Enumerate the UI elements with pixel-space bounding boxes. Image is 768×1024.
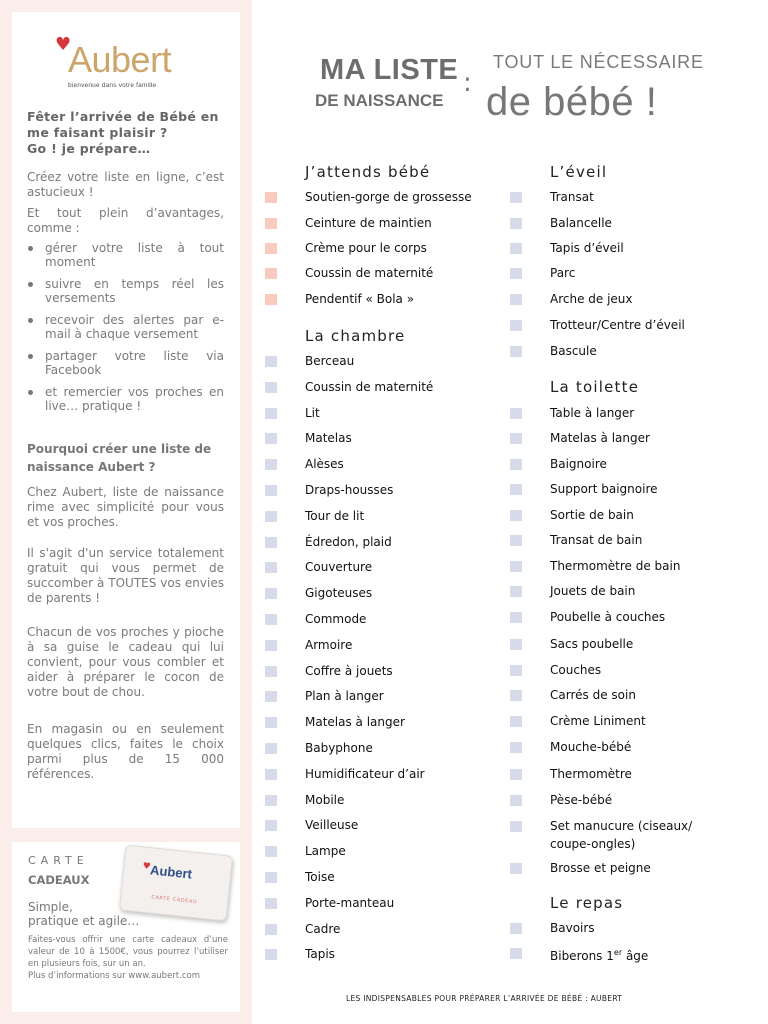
checklist-item-label: Tapis [305,947,335,961]
gift-card-tagline-2: pratique et agile… [28,914,140,928]
advantages-intro: Et tout plein d’avantages, comme : [27,206,224,235]
checklist-item-label: Coussin de maternité [305,380,434,394]
checkbox[interactable] [265,640,277,651]
checkbox[interactable] [265,588,277,599]
checklist-item-label: Trotteur/Centre d’éveil [550,318,685,332]
intro-title-line: Fêter l’arrivée de Bébé en me faisant plaisir ? [27,109,219,140]
checklist-item-label: Toise [305,870,335,884]
checklist-item-label: Transat [550,190,594,204]
checklist-item-label: Veilleuse [305,818,359,832]
checklist-item-label: Gigoteuses [305,586,373,600]
checklist-item-label: Soutien-gorge de grossesse [305,190,472,204]
checklist-item-label: Sortie de bain [550,508,634,522]
checkbox[interactable] [510,863,522,874]
checklist-item-label: Couverture [305,560,373,574]
checklist-item-label: Cadre [305,922,341,936]
checklist-item-label: Plan à langer [305,689,384,703]
checkbox[interactable] [510,716,522,727]
checklist-item-label: Biberons 1er âge [550,948,649,963]
checklist-item-label: Transat de bain [550,533,643,547]
checklist-item-label: Crème pour le corps [305,241,427,255]
checkbox[interactable] [510,612,522,623]
checkbox[interactable] [510,268,522,279]
checkbox[interactable] [510,192,522,203]
intro-title [27,109,227,157]
checklist-item-label: Parc [550,266,576,280]
checklist-item-label: Coffre à jouets [305,664,393,678]
checklist-item-label: Jouets de bain [550,584,636,598]
checkbox[interactable] [510,484,522,495]
checklist-item-label: Draps-housses [305,483,394,497]
checkbox[interactable] [265,898,277,909]
list-item: recevoir des alertes par e-mail à chaque versement [27,313,224,341]
checklist-item-label: Lit [305,406,320,420]
checklist-item-label: Thermomètre [550,767,632,781]
brand-tagline: bienvenue dans votre famille [68,82,157,89]
brand-logo [55,36,205,96]
checkbox[interactable] [265,537,277,548]
checkbox[interactable] [265,795,277,806]
why-paragraph-4: En magasin ou en seulement quelques clics, faites le choix parmi plus de 15 000 références. [27,722,224,781]
checkbox[interactable] [510,243,522,254]
checklist-item-label: Baignoire [550,457,607,471]
checklist-item-label: Matelas [305,431,352,445]
checkbox[interactable] [265,408,277,419]
checklist-item-label: Armoire [305,638,353,652]
checklist-item-label: Matelas à langer [550,431,650,445]
bullet-icon [28,318,33,323]
checkbox[interactable] [510,346,522,357]
checklist-item-label: Porte-manteau [305,896,395,910]
checklist-item-label: Balancelle [550,216,612,230]
checklist-item-label: Arche de jeux [550,292,633,306]
checkbox[interactable] [265,218,277,229]
checkbox[interactable] [510,639,522,650]
why-title: Pourquoi créer une liste de naissance Aubert ? [27,442,212,474]
page-title: MA LISTE [320,54,459,86]
checkbox[interactable] [265,924,277,935]
checkbox[interactable] [510,218,522,229]
checklist-item-label: Thermomètre de bain [550,559,681,573]
checklist-item-label: Alèses [305,457,344,471]
checkbox[interactable] [510,665,522,676]
checklist-item-label: coupe-ongles) [550,837,636,851]
list-item: suivre en temps réel les versements [27,277,224,305]
gift-card-text: CARTE CADEAU [151,894,198,906]
checkbox[interactable] [510,510,522,521]
page-subtitle-large: de bébé ! [486,80,658,124]
checkbox[interactable] [510,561,522,572]
checklist-item-label: Set manucure (ciseaux/ [550,819,693,833]
page-subtitle: TOUT LE NÉCESSAIRE [493,52,704,72]
gift-card-label-2: CADEAUX [28,873,90,887]
section-title-toilette: La toilette [550,378,640,396]
checklist-item-label: Support baignoire [550,482,658,496]
heart-icon: ♥ [55,34,72,55]
checkbox[interactable] [510,948,522,959]
checkbox[interactable] [265,192,277,203]
checklist-item-label: Poubelle à couches [550,610,666,624]
checkbox[interactable] [265,356,277,367]
bullet-icon [28,354,33,359]
checkbox[interactable] [510,535,522,546]
checkbox[interactable] [265,743,277,754]
checkbox[interactable] [510,294,522,305]
bullet-icon [28,246,33,251]
list-item: et remercier vos proches en live… pratique ! [27,385,224,413]
checkbox[interactable] [265,666,277,677]
checklist-item-label: Matelas à langer [305,715,405,729]
checklist-item-label: Brosse et peigne [550,861,651,875]
bullet-icon [28,390,33,395]
checkbox[interactable] [510,795,522,806]
checklist-item-label: Coussin de maternité [305,266,434,280]
page-footer: LES INDISPENSABLES POUR PRÉPARER L’ARRIVÉE DE BÉBÉ : AUBERT [346,994,623,1003]
why-paragraph-2: Il s'agit d'un service totalement gratuit qui vous permet de succomber à TOUTES vos envies de parents ! [27,546,224,605]
intro-panel [12,12,240,828]
checklist-item-label: Édredon, plaid [305,535,392,549]
brand-name: Aubert [68,39,172,80]
checklist-item-label: Pendentif « Bola » [305,292,415,306]
checklist-item-label: Mouche-bébé [550,740,632,754]
section-title-repas: Le repas [550,894,624,912]
checklist-item-label: Babyphone [305,741,373,755]
checkbox[interactable] [265,949,277,960]
checkbox[interactable] [510,586,522,597]
page-title-sub: DE NAISSANCE [315,91,444,110]
checklist-item-label: Crème Liniment [550,714,646,728]
gift-card-more-info: Plus d’informations sur www.aubert.com [28,971,200,981]
checklist-item-label: Ceinture de maintien [305,216,432,230]
checklist-item-label: Tour de lit [305,509,365,523]
checkbox[interactable] [265,614,277,625]
checklist-item-label: Sacs poubelle [550,637,634,651]
checkbox[interactable] [510,433,522,444]
checklist-item-label: Commode [305,612,367,626]
checklist-item-label: Table à langer [550,406,635,420]
checkbox[interactable] [265,562,277,573]
checkbox[interactable] [265,268,277,279]
checkbox[interactable] [510,742,522,753]
checkbox[interactable] [265,820,277,831]
gift-card-image [119,845,233,922]
checkbox[interactable] [510,690,522,701]
checkbox[interactable] [510,923,522,934]
checkbox[interactable] [265,717,277,728]
checklist-item-label: Tapis d’éveil [550,241,624,255]
checkbox[interactable] [265,294,277,305]
section-title-chambre: La chambre [305,327,406,345]
intro-paragraph: Créez votre liste en ligne, c’est astucieux ! [27,170,224,199]
gift-card-tagline-1: Simple, [28,900,73,914]
gift-card-description: Faites-vous offrir une carte cadeaux d’une valeur de 10 à 1500€, vous pourrez l’utiliser en plusieurs fois, sur un an. [28,935,228,969]
checkbox[interactable] [510,821,522,832]
checkbox[interactable] [265,485,277,496]
checkbox[interactable] [265,433,277,444]
checkbox[interactable] [265,459,277,470]
checklist-item-label: Bavoirs [550,921,595,935]
checkbox[interactable] [265,846,277,857]
checkbox[interactable] [265,872,277,883]
title-separator: : [463,68,472,98]
checklist-item-label: Couches [550,663,602,677]
checkbox[interactable] [265,691,277,702]
checkbox[interactable] [510,459,522,470]
checkbox[interactable] [265,382,277,393]
checklist-item-label: Lampe [305,844,346,858]
list-item: gérer votre liste à tout moment [27,241,224,269]
bullet-icon [28,282,33,287]
checkbox[interactable] [265,243,277,254]
checkbox[interactable] [510,408,522,419]
checkbox[interactable] [510,320,522,331]
checklist-item-label: Mobile [305,793,345,807]
checkbox[interactable] [510,769,522,780]
heart-icon: ♥ [142,861,152,873]
section-title-attends: J’attends bébé [305,163,431,181]
gift-card-panel [12,842,240,1012]
section-title-eveil: L’éveil [550,163,608,181]
gift-card-brand: Aubert [149,862,193,882]
intro-title-line-2: Go ! je prépare… [27,141,151,156]
checkbox[interactable] [265,511,277,522]
checklist-item-label: Carrés de soin [550,688,636,702]
gift-card-label: CARTE [28,854,89,867]
why-paragraph-1: Chez Aubert, liste de naissance rime avec simplicité pour vous et vos proches. [27,485,224,529]
checklist-item-label: Berceau [305,354,355,368]
why-paragraph-3: Chacun de vos proches y pioche à sa guise le cadeau qui lui convient, pour vous combler et aider à préparer le cocon de votre bout de chou. [27,625,224,699]
checklist-item-label: Pèse-bébé [550,793,613,807]
advantages-list [27,241,224,421]
checklist-item-label: Bascule [550,344,597,358]
list-item: partager votre liste via Facebook [27,349,224,377]
checkbox[interactable] [265,769,277,780]
checklist-item-label: Humidificateur d’air [305,767,425,781]
